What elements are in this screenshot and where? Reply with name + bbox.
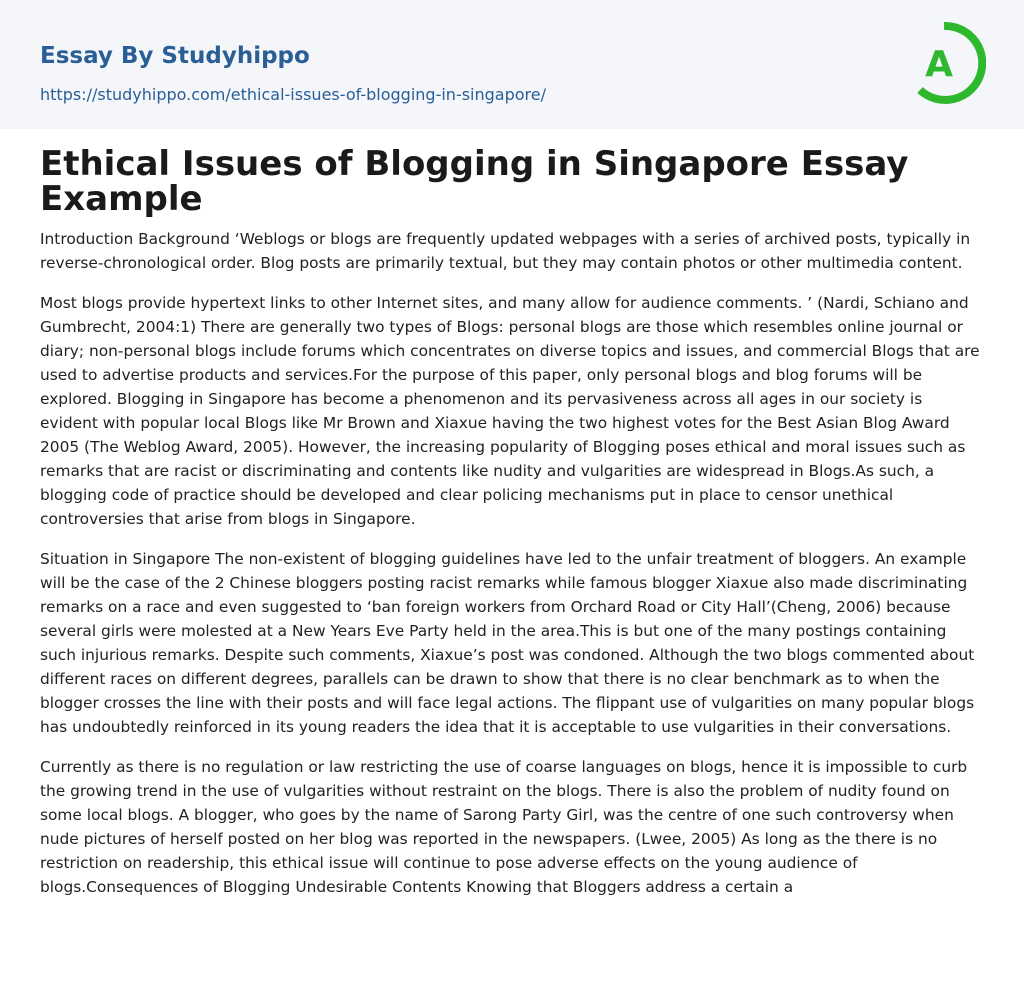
site-title[interactable]: Essay By Studyhippo [40,43,310,69]
site-header [0,0,1024,129]
essay-title: Ethical Issues of Blogging in Singapore Essay Example [40,144,909,219]
essay-url-link[interactable]: https://studyhippo.com/ethical-issues-of-blogging-in-singapore/ [40,85,546,104]
essay-paragraph: Currently as there is no regulation or law restricting the use of coarse languages on blogs, hence it is impossible to curb the growing trend in the use of vulgarities without restraint on the blogs. There is also the problem of nudity found on some local blogs. A blogger, who goes by the name of Sarong Party Girl, was the centre of one such controversy when nude pictures of herself posted on her blog was reported in the newspapers. (Lwee, 2005) As long as the there is no restriction on readership, this ethical issue will continue to pose adverse effects on the young audience of blogs.Consequences of Blogging Undesirable Contents Knowing that Bloggers address a certain a [40,758,968,896]
studyhippo-logo-icon[interactable] [914,18,986,108]
essay-paragraph: Most blogs provide hypertext links to other Internet sites, and many allow for audience comments. ’ (Nardi, Schiano and Gumbrecht, 2004:1) There are generally two types of Blogs: personal blogs are those which resembles online journal or diary; non-personal blogs include forums which concentrates on diverse topics and issues, and commercial Blogs that are used to advertise products and services.For the purpose of this paper, only personal blogs and blog forums will be explored. Blogging in Singapore has become a phenomenon and its pervasiveness across all ages in our society is evident with popular local Blogs like Mr Brown and Xiaxue having the two highest votes for the Best Asian Blog Award 2005 (The Weblog Award, 2005). However, the increasing popularity of Blogging poses ethical and moral issues such as remarks that are racist or discriminating and contents like nudity and vulgarities are widespread in Blogs.As such, a blogging code of practice should be developed and clear policing mechanisms put in place to censor unethical controversies that arise from blogs in Singapore. [40,294,980,528]
essay-content [0,129,1024,899]
essay-paragraph: Introduction Background ‘Weblogs or blogs are frequently updated webpages with a series of archived posts, typically in reverse-chronological order. Blog posts are primarily textual, but they may contain photos or other multimedia content. [40,230,971,272]
logo-letter: A [925,44,953,85]
essay-paragraph: Situation in Singapore The non-existent of blogging guidelines have led to the unfair treatment of bloggers. An example will be the case of the 2 Chinese bloggers posting racist remarks while famous blogger Xiaxue also made discriminating remarks on a race and even suggested to ‘ban foreign workers from Orchard Road or City Hall’(Cheng, 2006) because several girls were molested at a New Years Eve Party held in the area.This is but one of the many postings containing such injurious remarks. Despite such comments, Xiaxue’s post was condoned. Although the two blogs commented about different races on different degrees, parallels can be drawn to show that there is no clear benchmark as to when the blogger crosses the line with their posts and will face legal actions. The flippant use of vulgarities on many popular blogs has undoubtedly reinforced in its young readers the idea that it is acceptable to use vulgarities in their conversations. [40,550,975,736]
